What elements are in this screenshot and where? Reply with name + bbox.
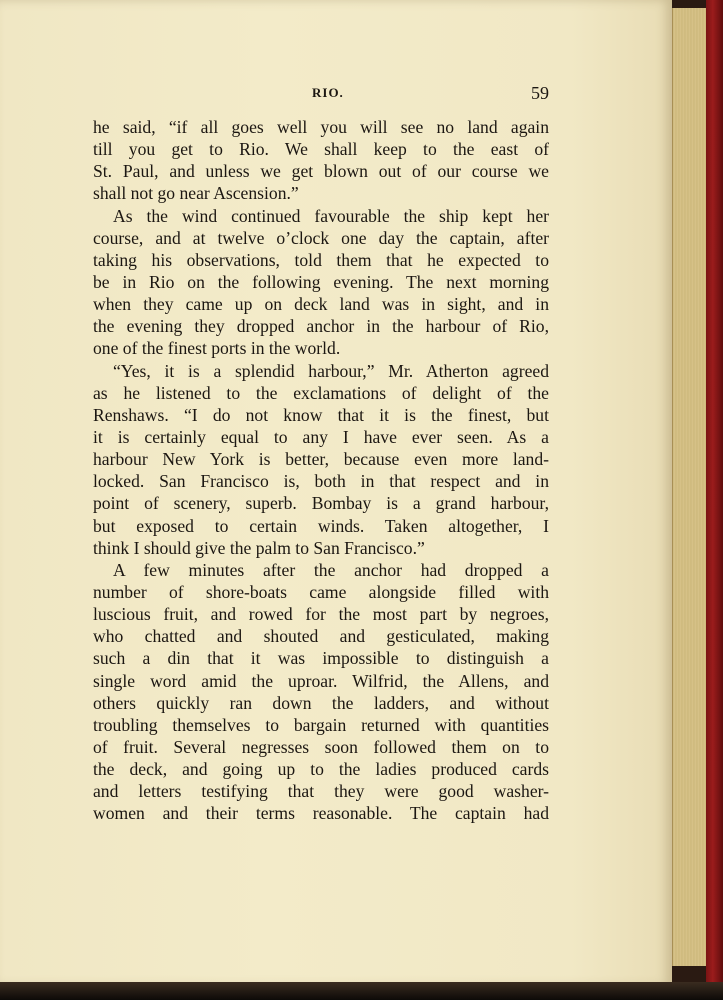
text-line: the evening they dropped anchor in the harbour of Rio, <box>93 316 549 337</box>
text-line: luscious fruit, and rowed for the most part by negroes, <box>93 604 549 625</box>
page-number: 59 <box>531 83 549 103</box>
text-line: single word amid the uproar. Wilfrid, the Allens, and <box>93 670 549 691</box>
text-line: course, and at twelve o’clock one day the captain, after <box>93 227 549 248</box>
text-line: it is certainly equal to any I have ever seen. As a <box>93 426 549 447</box>
text-line: troubling themselves to bargain returned with quantities <box>93 714 549 735</box>
bottom-shadow <box>0 982 723 1000</box>
text-line: women and their terms reasonable. The captain had <box>93 803 549 824</box>
text-line: the deck, and going up to the ladies produced cards <box>93 759 549 780</box>
page-edges <box>672 8 707 966</box>
text-line: but exposed to certain winds. Taken altogether, I <box>93 515 549 536</box>
text-line: number of shore-boats came alongside filled with <box>93 581 549 602</box>
text-line: taking his observations, told them that he expected to <box>93 249 549 270</box>
text-line: and letters testifying that they were good washer- <box>93 781 549 802</box>
text-line: Renshaws. “I do not know that it is the finest, but <box>93 404 549 425</box>
book-cover-edge <box>706 0 723 1000</box>
text-line: As the wind continued favourable the ship kept her <box>113 205 549 226</box>
text-line: think I should give the palm to San Francisco.” <box>93 537 425 558</box>
text-line: harbour New York is better, because even more land- <box>93 449 549 470</box>
text-line: point of scenery, superb. Bombay is a grand harbour, <box>93 493 549 514</box>
running-head <box>0 83 672 107</box>
running-head-title: RIO. <box>312 85 344 100</box>
text-line: others quickly ran down the ladders, and without <box>93 692 549 713</box>
text-line: shall not go near Ascension.” <box>93 183 299 204</box>
text-line: when they came up on deck land was in sight, and in <box>93 294 549 315</box>
text-line: A few minutes after the anchor had dropped a <box>113 559 549 580</box>
text-line: who chatted and shouted and gesticulated, making <box>93 626 549 647</box>
body-text <box>93 116 549 825</box>
text-line: till you get to Rio. We shall keep to the east of <box>93 139 549 160</box>
text-line: of fruit. Several negresses soon followed them on to <box>93 736 549 757</box>
text-line: one of the finest ports in the world. <box>93 338 341 359</box>
text-line: “Yes, it is a splendid harbour,” Mr. Atherton agreed <box>113 360 549 381</box>
text-line: such a din that it was impossible to distinguish a <box>93 648 549 669</box>
text-line: St. Paul, and unless we get blown out of our course we <box>93 161 549 182</box>
text-line: as he listened to the exclamations of delight of the <box>93 382 549 403</box>
text-line: locked. San Francisco is, both in that respect and in <box>93 471 549 492</box>
text-line: he said, “if all goes well you will see no land again <box>93 117 549 137</box>
text-line: be in Rio on the following evening. The next morning <box>93 271 549 292</box>
